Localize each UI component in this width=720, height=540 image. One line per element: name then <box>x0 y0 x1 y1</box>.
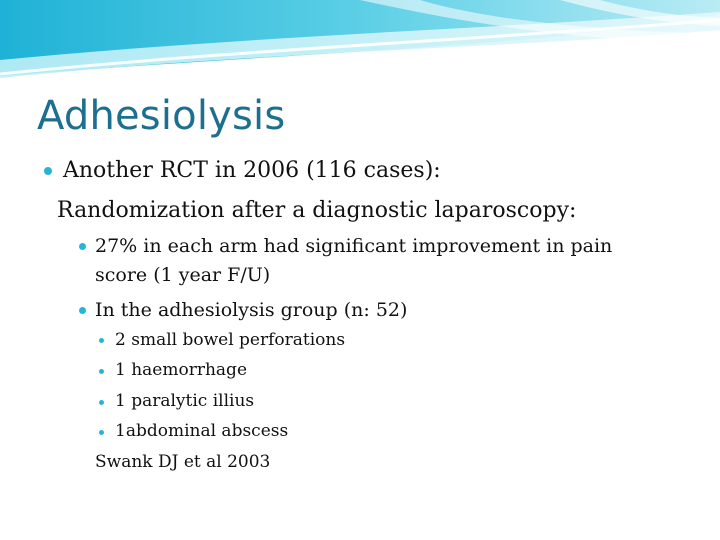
citation: Swank DJ et al 2003 <box>95 452 271 472</box>
sub-list-item: 1abdominal abscess <box>115 421 289 441</box>
sub-list-item: 2 small bowel perforations <box>115 330 346 350</box>
bullet-text-continuation: score (1 year F/U) <box>95 264 271 286</box>
bullet-text: 27% in each arm had significant improvement in pain <box>95 235 613 257</box>
subline-text: Randomization after a diagnostic laparoscopy: <box>57 198 577 223</box>
sub-list-item: 1 paralytic illius <box>115 391 255 411</box>
bullet-text: In the adhesiolysis group (n: 52) <box>95 299 408 321</box>
bullet-icon <box>99 430 104 435</box>
bullet-text: Another RCT in 2006 (116 cases): <box>63 158 441 183</box>
bullet-icon <box>99 400 104 405</box>
bullet-icon <box>79 243 86 250</box>
bullet-icon <box>79 307 86 314</box>
slide-title: Adhesiolysis <box>37 93 286 139</box>
bullet-icon <box>44 167 52 175</box>
bullet-icon <box>99 338 104 343</box>
sub-list-item: 1 haemorrhage <box>115 360 247 380</box>
bullet-icon <box>99 369 104 374</box>
header-wave-decoration <box>0 0 720 92</box>
